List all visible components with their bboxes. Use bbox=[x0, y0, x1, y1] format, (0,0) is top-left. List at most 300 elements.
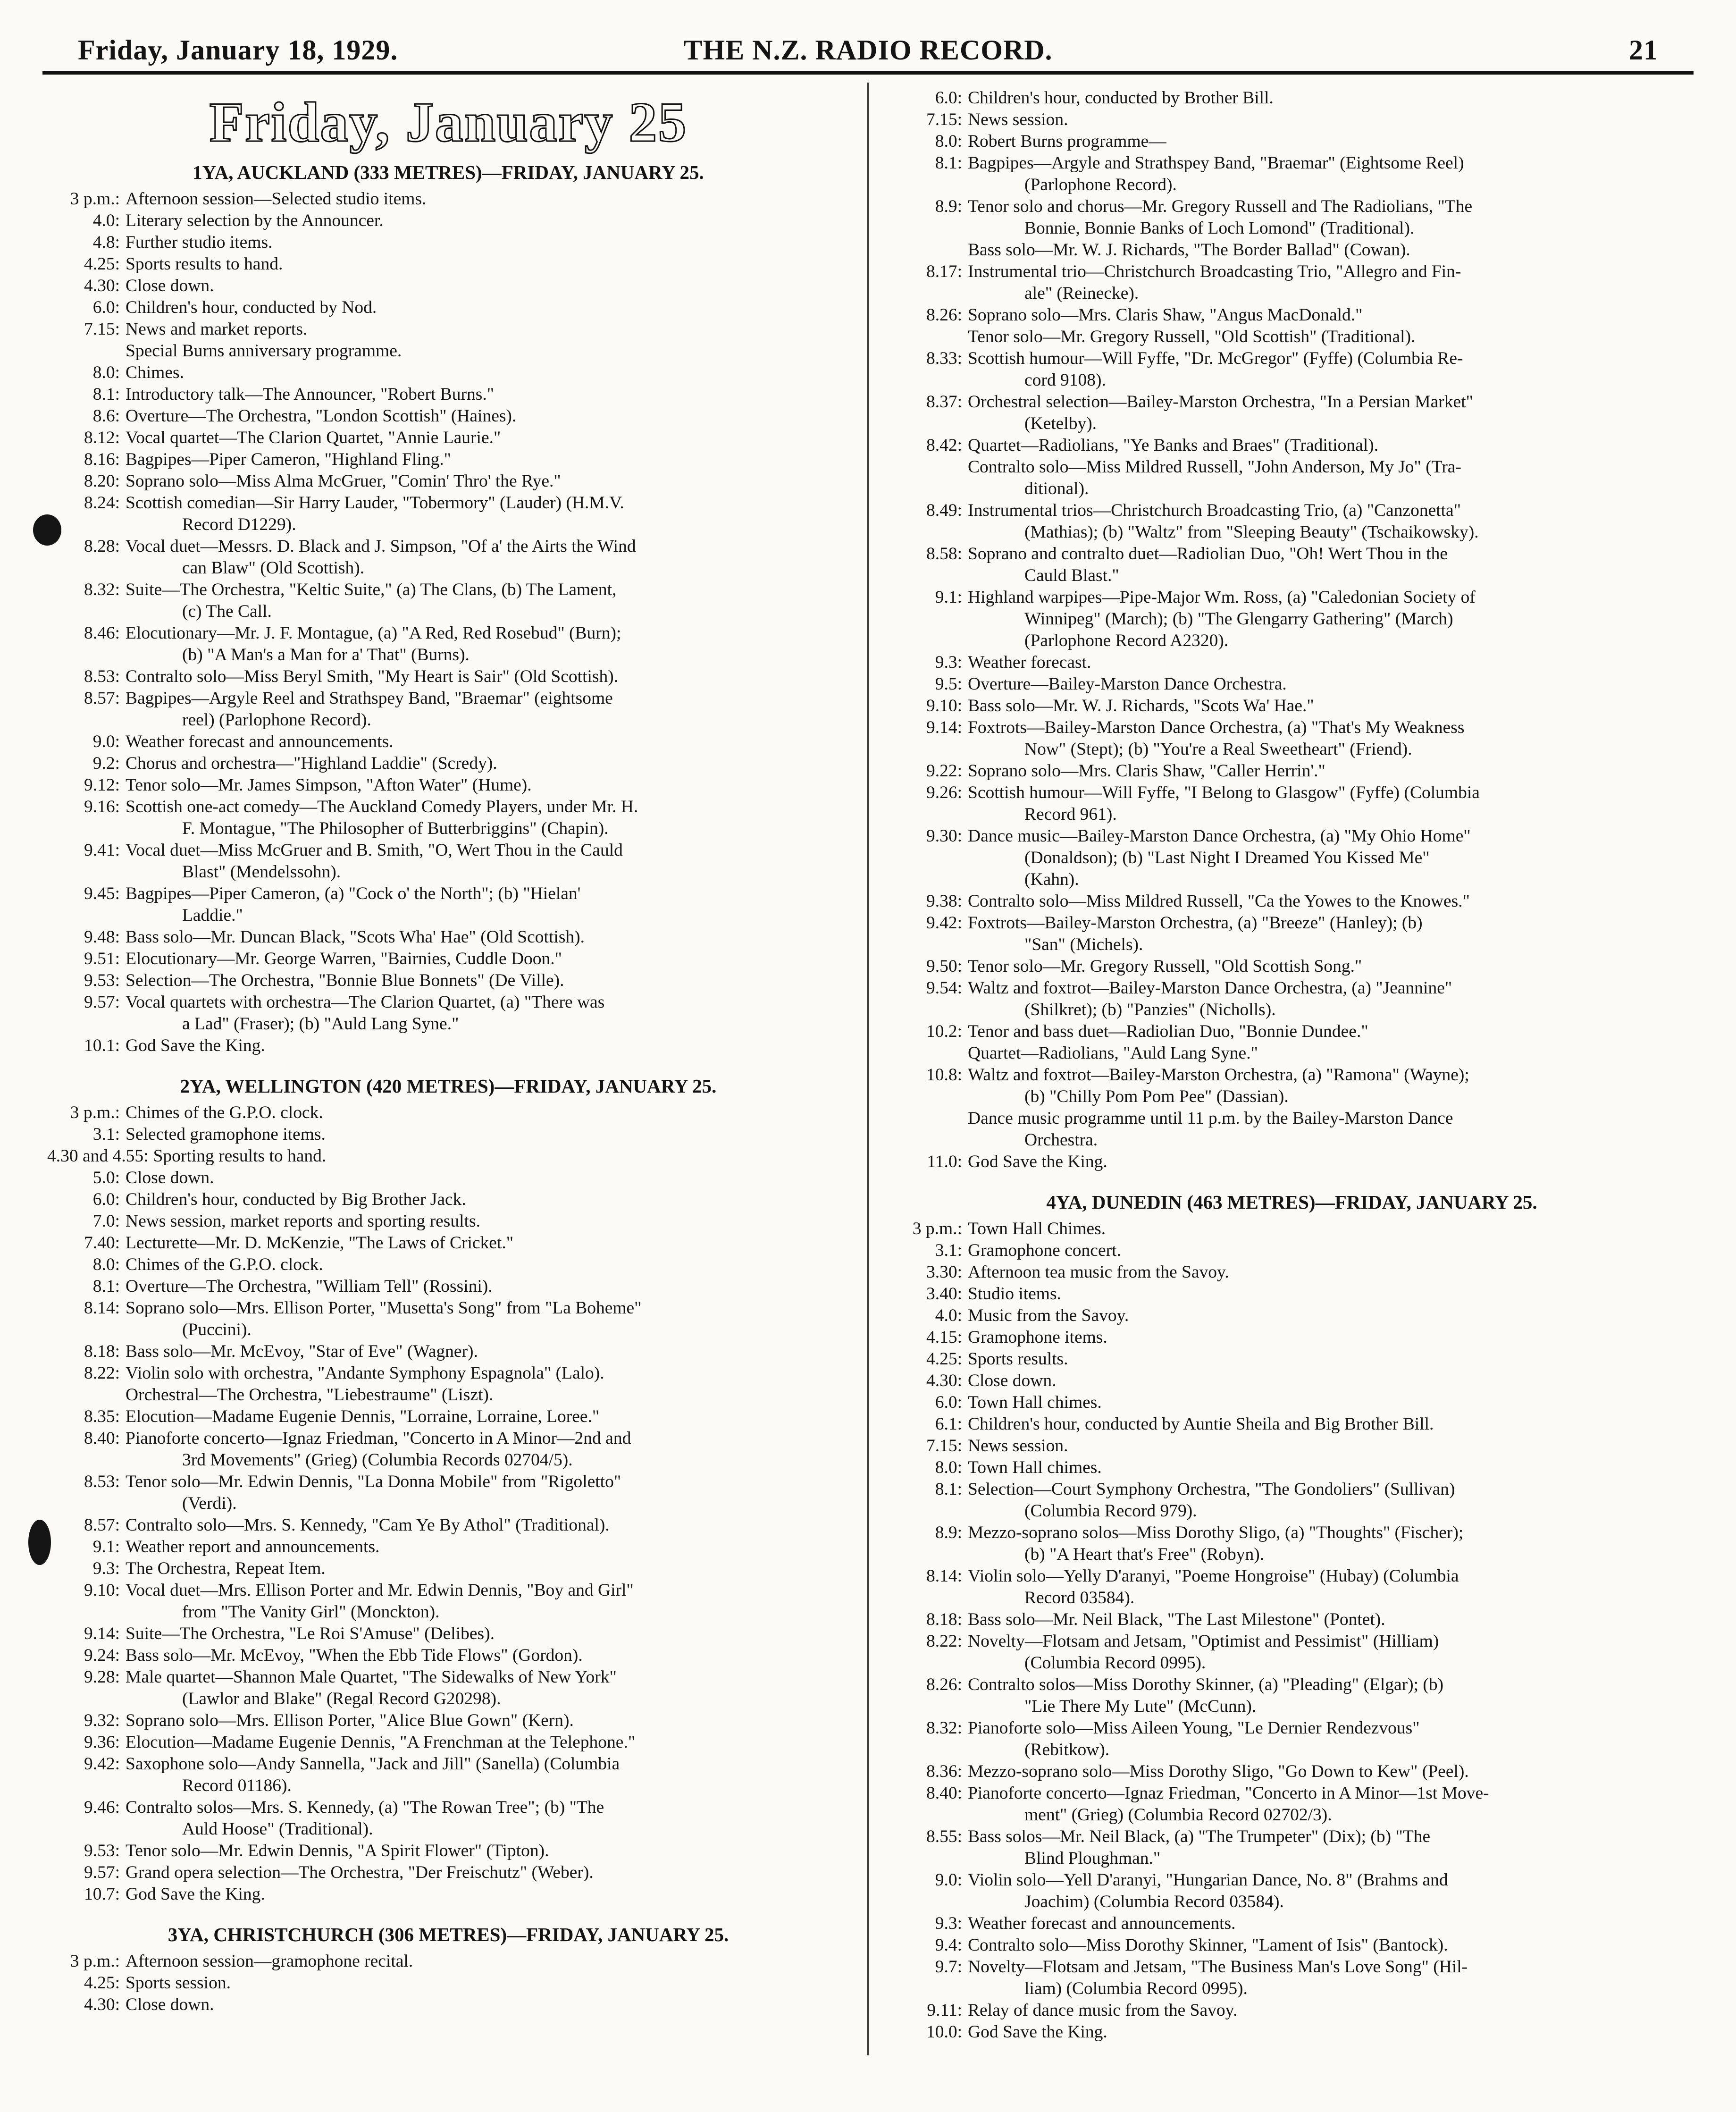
programme-desc-line: Instrumental trio—Christchurch Broadcasting Trio, "Allegro and Fin- bbox=[968, 262, 1461, 281]
programme-time: 9.2: bbox=[92, 754, 120, 773]
station-heading-4ya: 4YA, DUNEDIN (463 METRES)—FRIDAY, JANUARY 25. bbox=[1046, 1191, 1537, 1213]
programme-desc-line: Afternoon tea music from the Savoy. bbox=[968, 1262, 1229, 1282]
programme-desc-line: Contralto solo—Miss Beryl Smith, "My Heart is Sair" (Old Scottish). bbox=[126, 667, 619, 686]
programme-desc-line: Overture—Bailey-Marston Dance Orchestra. bbox=[968, 674, 1287, 694]
programme-desc bbox=[126, 471, 854, 492]
programme-desc-line: Quartet—Radiolians, "Ye Banks and Braes" (Traditional). bbox=[968, 436, 1379, 455]
programme-desc bbox=[126, 1341, 854, 1363]
programme-item bbox=[42, 210, 854, 232]
programme-desc-line: from "The Vanity Girl" (Monckton). bbox=[182, 1602, 440, 1622]
programme-desc bbox=[968, 717, 1699, 760]
programme-desc-line: Bass solo—Mr. W. J. Richards, "The Border Ballad" (Cowan). bbox=[968, 240, 1410, 260]
programme-item bbox=[885, 1435, 1699, 1457]
programme-time: 9.53: bbox=[84, 971, 120, 990]
programme-time: 3 p.m.: bbox=[70, 1952, 120, 1971]
programme-time: 9.3: bbox=[935, 1914, 962, 1933]
programme-item bbox=[885, 152, 1699, 196]
programme-time: 9.0: bbox=[935, 1870, 962, 1890]
programme-time: 9.1: bbox=[935, 588, 962, 607]
programme-time: 9.5: bbox=[935, 674, 962, 694]
programme-desc-line: Instrumental trios—Christchurch Broadcasting Trio, (a) "Canzonetta" bbox=[968, 501, 1461, 520]
programme-desc-line: Soprano solo—Mrs. Claris Shaw, "Caller Herrin'." bbox=[968, 761, 1325, 781]
programme-desc-line: ale" (Reinecke). bbox=[1024, 284, 1139, 303]
programme-desc-line: (Columbia Record 979). bbox=[1024, 1501, 1197, 1521]
programme-time: 8.36: bbox=[926, 1762, 962, 1781]
programme-desc-line: God Save the King. bbox=[126, 1036, 265, 1055]
programme-time bbox=[885, 1043, 968, 1064]
programme-item bbox=[885, 760, 1699, 782]
programme-desc bbox=[968, 1783, 1699, 1826]
programme-time: 8.26: bbox=[926, 1675, 962, 1694]
programme-desc-line: (b) "A Man's a Man for a' That" (Burns). bbox=[182, 645, 470, 665]
programme-desc-line: Contralto solos—Mrs. S. Kennedy, (a) "The Rowan Tree"; (b) "The bbox=[126, 1798, 604, 1817]
programme-time: 8.57: bbox=[84, 1515, 120, 1535]
programme-desc-line: Suite—The Orchestra, "Keltic Suite," (a) The Clans, (b) The Lament, bbox=[126, 580, 617, 599]
programme-item bbox=[42, 1623, 854, 1645]
programme-desc-line: (Ketelby). bbox=[1024, 414, 1097, 433]
programme-time: 9.42: bbox=[926, 913, 962, 933]
programme-time: 8.57: bbox=[84, 689, 120, 708]
programme-desc bbox=[968, 1522, 1699, 1565]
programme-time: 9.1: bbox=[92, 1537, 120, 1557]
programme-item bbox=[42, 623, 854, 666]
programme-desc bbox=[968, 1392, 1699, 1414]
programme-item bbox=[885, 2021, 1699, 2043]
programme-desc-line: Soprano solo—Mrs. Claris Shaw, "Angus MacDonald." bbox=[968, 305, 1363, 325]
programme-desc-line: (Verdi). bbox=[182, 1494, 237, 1513]
programme-item bbox=[885, 1021, 1699, 1043]
programme-desc-line: Selection—Court Symphony Orchestra, "The Gondoliers" (Sullivan) bbox=[968, 1480, 1455, 1499]
programme-desc-line: Dance music—Bailey-Marston Dance Orchestra, (a) "My Ohio Home" bbox=[968, 826, 1471, 846]
programme-desc bbox=[968, 825, 1699, 891]
programme-desc-line: Robert Burns programme— bbox=[968, 132, 1166, 151]
programme-time: 8.14: bbox=[926, 1566, 962, 1586]
programme-item bbox=[42, 362, 854, 384]
programme-item bbox=[42, 688, 854, 731]
programme-time: 4.0: bbox=[935, 1306, 962, 1325]
programme-desc-line: Quartet—Radiolians, "Auld Lang Syne." bbox=[968, 1043, 1258, 1063]
programme-desc bbox=[126, 1710, 854, 1732]
programme-desc bbox=[126, 1862, 854, 1884]
programme-desc bbox=[126, 1558, 854, 1580]
programme-item bbox=[885, 717, 1699, 760]
programme-desc-line: Elocutionary—Mr. J. F. Montague, (a) "A Red, Red Rosebud" (Burn); bbox=[126, 623, 621, 643]
programme-time: 8.22: bbox=[926, 1632, 962, 1651]
programme-desc-line: Gramophone items. bbox=[968, 1328, 1107, 1347]
programme-item bbox=[885, 1108, 1699, 1151]
programme-item bbox=[885, 1305, 1699, 1327]
programme-item bbox=[42, 1341, 854, 1363]
programme-desc-line: Contralto solo—Miss Mildred Russell, "Ca the Yowes to the Knowes." bbox=[968, 892, 1470, 911]
programme-desc bbox=[968, 152, 1699, 196]
programme-time: 9.57: bbox=[84, 1863, 120, 1882]
masthead: THE N.Z. RADIO RECORD. bbox=[683, 34, 1053, 66]
programme-desc-line: Bass solo—Mr. McEvoy, "Star of Eve" (Wagner). bbox=[126, 1342, 478, 1361]
programme-time: 8.1: bbox=[92, 1277, 120, 1296]
programme-desc-line: Special Burns anniversary programme. bbox=[126, 341, 402, 361]
programme-desc-line: Orchestral—The Orchestra, "Liebestraume" (Liszt). bbox=[126, 1385, 494, 1405]
programme-desc-line: God Save the King. bbox=[968, 1152, 1107, 1171]
programme-desc-line: Weather forecast and announcements. bbox=[126, 732, 394, 751]
programme-desc bbox=[968, 1240, 1699, 1262]
programme-desc bbox=[968, 456, 1699, 500]
programme-desc-line: F. Montague, "The Philosopher of Butterbriggins" (Chapin). bbox=[182, 819, 609, 838]
programme-desc-line: Pianoforte concerto—Ignaz Friedman, "Concerto in A Minor—2nd and bbox=[126, 1429, 631, 1448]
programme-desc bbox=[968, 1674, 1699, 1717]
programme-desc-line: (b) "A Heart that's Free" (Robyn). bbox=[1024, 1545, 1265, 1564]
programme-desc-line: Weather forecast and announcements. bbox=[968, 1914, 1236, 1933]
programme-time: 3.30: bbox=[926, 1262, 962, 1282]
programme-desc-line: Male quartet—Shannon Male Quartet, "The Sidewalks of New York" bbox=[126, 1667, 617, 1687]
programme-desc bbox=[126, 210, 854, 232]
programme-item bbox=[42, 1645, 854, 1666]
programme-time: 8.35: bbox=[84, 1407, 120, 1426]
programme-item bbox=[42, 1276, 854, 1297]
programme-desc bbox=[126, 340, 854, 362]
programme-desc-line: Saxophone solo—Andy Sannella, "Jack and Jill" (Sanella) (Columbia bbox=[126, 1754, 620, 1774]
programme-item bbox=[885, 1631, 1699, 1674]
programme-desc bbox=[126, 232, 854, 253]
programme-item bbox=[42, 253, 854, 275]
programme-time: 8.16: bbox=[84, 450, 120, 469]
programme-item bbox=[885, 695, 1699, 717]
programme-time: 9.36: bbox=[84, 1733, 120, 1752]
programme-item bbox=[42, 1189, 854, 1211]
programme-desc-line: Bass solo—Mr. W. J. Richards, "Scots Wa' Hae." bbox=[968, 696, 1314, 715]
programme-time: 10.8: bbox=[926, 1065, 962, 1085]
programme-desc-line: Elocution—Madame Eugenie Dennis, "Lorraine, Lorraine, Loree." bbox=[126, 1407, 600, 1426]
programme-desc-line: Blast" (Mendelssohn). bbox=[182, 862, 341, 882]
programme-item bbox=[42, 579, 854, 623]
programme-list-1ya bbox=[42, 188, 854, 1057]
programme-desc bbox=[968, 239, 1699, 261]
programme-desc bbox=[126, 1732, 854, 1753]
programme-desc bbox=[126, 1232, 854, 1254]
programme-desc bbox=[968, 1435, 1699, 1457]
programme-time: 7.40: bbox=[84, 1233, 120, 1253]
programme-time: 8.1: bbox=[935, 153, 962, 173]
programme-desc bbox=[126, 1580, 854, 1623]
programme-desc-line: Vocal duet—Messrs. D. Black and J. Simpson, "Of a' the Airts the Wind bbox=[126, 537, 636, 556]
programme-time: 8.17: bbox=[926, 262, 962, 281]
programme-list-3ya-part2 bbox=[885, 87, 1699, 1173]
programme-desc-line: Tenor solo—Mr. Edwin Dennis, "La Donna Mobile" from "Rigoletto" bbox=[126, 1472, 621, 1491]
programme-desc bbox=[153, 1145, 854, 1167]
programme-item bbox=[42, 666, 854, 688]
programme-desc bbox=[968, 1717, 1699, 1761]
programme-time: 3 p.m.: bbox=[912, 1219, 962, 1238]
programme-item bbox=[885, 1522, 1699, 1565]
programme-item bbox=[42, 471, 854, 492]
programme-time: 10.7: bbox=[84, 1885, 120, 1904]
programme-item bbox=[42, 1884, 854, 1905]
programme-desc bbox=[968, 1609, 1699, 1631]
programme-time: 6.0: bbox=[92, 1190, 120, 1209]
programme-desc-line: Orchestral selection—Bailey-Marston Orchestra, "In a Persian Market" bbox=[968, 392, 1473, 412]
programme-desc bbox=[968, 1043, 1699, 1064]
programme-time: 9.10: bbox=[84, 1581, 120, 1600]
programme-item bbox=[42, 840, 854, 883]
programme-desc-line: Cauld Blast." bbox=[1024, 566, 1119, 585]
programme-item bbox=[885, 1392, 1699, 1414]
programme-desc bbox=[968, 1826, 1699, 1869]
programme-desc-line: (c) The Call. bbox=[182, 602, 272, 621]
programme-desc-line: Tenor and bass duet—Radiolian Duo, "Bonnie Dundee." bbox=[968, 1022, 1368, 1041]
programme-desc-line: Weather forecast. bbox=[968, 653, 1091, 672]
programme-desc bbox=[126, 774, 854, 796]
programme-desc bbox=[968, 543, 1699, 587]
programme-item bbox=[885, 87, 1699, 109]
programme-item bbox=[42, 384, 854, 405]
programme-item bbox=[885, 1761, 1699, 1783]
programme-item bbox=[885, 239, 1699, 261]
programme-desc bbox=[126, 536, 854, 579]
programme-item bbox=[885, 1783, 1699, 1826]
programme-desc-line: Sports session. bbox=[126, 1973, 231, 1993]
programme-time: 9.14: bbox=[84, 1624, 120, 1643]
programme-desc-line: Blind Ploughman." bbox=[1024, 1849, 1161, 1868]
programme-desc-line: News session, market reports and sporting results. bbox=[126, 1212, 480, 1231]
programme-item bbox=[42, 1666, 854, 1710]
programme-desc-line: (Mathias); (b) "Waltz" from "Sleeping Beauty" (Tschaikowsky). bbox=[1024, 522, 1479, 542]
day-title: Friday, January 25 bbox=[209, 91, 688, 153]
programme-desc bbox=[126, 796, 854, 840]
programme-time: 9.10: bbox=[926, 696, 962, 715]
programme-desc bbox=[968, 587, 1699, 652]
programme-desc bbox=[126, 753, 854, 774]
programme-time: 4.8: bbox=[92, 233, 120, 252]
programme-time: 8.40: bbox=[926, 1784, 962, 1803]
programme-time: 9.3: bbox=[935, 653, 962, 672]
programme-desc bbox=[968, 131, 1699, 152]
programme-desc-line: God Save the King. bbox=[126, 1885, 265, 1904]
programme-desc-line: Sporting results to hand. bbox=[153, 1146, 327, 1166]
programme-desc bbox=[126, 1124, 854, 1145]
programme-desc-line: Contralto solos—Miss Dorothy Skinner, (a) "Pleading" (Elgar); (b) bbox=[968, 1675, 1444, 1694]
programme-time: 3 p.m.: bbox=[70, 189, 120, 209]
programme-item bbox=[42, 1102, 854, 1124]
programme-time: 9.16: bbox=[84, 797, 120, 816]
programme-item bbox=[885, 956, 1699, 977]
programme-item bbox=[42, 1211, 854, 1232]
programme-desc-line: ment" (Grieg) (Columbia Record 02702/3). bbox=[1024, 1805, 1332, 1825]
page-number: 21 bbox=[1629, 34, 1658, 66]
programme-desc bbox=[126, 1297, 854, 1341]
programme-item bbox=[885, 1717, 1699, 1761]
programme-item bbox=[42, 449, 854, 471]
programme-time: 7.15: bbox=[926, 110, 962, 129]
programme-desc-line: Bass solos—Mr. Neil Black, (a) "The Trumpeter" (Dix); (b) "The bbox=[968, 1827, 1431, 1846]
programme-desc-line: Violin solo—Yell D'aranyi, "Hungarian Dance, No. 8" (Brahms and bbox=[968, 1870, 1448, 1890]
programme-time: 9.4: bbox=[935, 1935, 962, 1955]
programme-desc-line: 3rd Movements" (Grieg) (Columbia Records 02704/5). bbox=[182, 1450, 573, 1470]
programme-desc-line: Orchestra. bbox=[1024, 1130, 1098, 1150]
programme-item bbox=[42, 427, 854, 449]
programme-desc bbox=[968, 348, 1699, 391]
programme-desc-line: "San" (Michels). bbox=[1024, 935, 1143, 954]
programme-desc-line: Auld Hoose" (Traditional). bbox=[182, 1819, 373, 1839]
programme-desc bbox=[126, 926, 854, 948]
programme-item bbox=[42, 1384, 854, 1406]
programme-desc-line: Bagpipes—Argyle Reel and Strathspey Band, "Braemar" (eightsome bbox=[126, 689, 613, 708]
programme-desc-line: Novelty—Flotsam and Jetsam, "Optimist and Pessimist" (Hilliam) bbox=[968, 1632, 1439, 1651]
programme-item bbox=[42, 1363, 854, 1384]
programme-desc bbox=[126, 319, 854, 340]
programme-desc-line: Highland warpipes—Pipe-Major Wm. Ross, (a) "Caledonian Society of bbox=[968, 588, 1476, 607]
programme-time bbox=[885, 1108, 968, 1151]
programme-desc-line: (Donaldson); (b) "Last Night I Dreamed You Kissed Me" bbox=[1024, 848, 1430, 867]
programme-desc-line: Violin solo with orchestra, "Andante Symphony Espagnola" (Lalo). bbox=[126, 1363, 604, 1383]
programme-item bbox=[42, 753, 854, 774]
programme-item bbox=[42, 1994, 854, 2016]
programme-desc-line: (Columbia Record 0995). bbox=[1024, 1653, 1206, 1673]
programme-time: 9.11: bbox=[927, 2001, 962, 2020]
programme-desc bbox=[968, 956, 1699, 977]
programme-time: 3.1: bbox=[92, 1125, 120, 1144]
programme-desc bbox=[126, 384, 854, 405]
programme-item bbox=[885, 1609, 1699, 1631]
programme-desc-line: Foxtrots—Bailey-Marston Dance Orchestra, (a) "That's My Weakness bbox=[968, 718, 1465, 737]
programme-time: 8.9: bbox=[935, 1523, 962, 1542]
programme-time: 8.53: bbox=[84, 1472, 120, 1491]
programme-item bbox=[885, 1370, 1699, 1392]
programme-desc-line: Vocal quartets with orchestra—The Clarion Quartet, (a) "There was bbox=[126, 993, 605, 1012]
programme-desc bbox=[968, 2000, 1699, 2021]
programme-desc-line: (Lawlor and Blake" (Regal Record G20298). bbox=[182, 1689, 501, 1708]
programme-desc-line: Lecturette—Mr. D. McKenzie, "The Laws of Cricket." bbox=[126, 1233, 513, 1253]
programme-time: 4.30: bbox=[84, 1995, 120, 2014]
programme-time: 4.30: bbox=[84, 276, 120, 295]
programme-item bbox=[42, 926, 854, 948]
programme-item bbox=[42, 1972, 854, 1994]
programme-item bbox=[42, 1710, 854, 1732]
programme-desc-line: Contralto solo—Mrs. S. Kennedy, "Cam Ye By Athol" (Traditional). bbox=[126, 1515, 610, 1535]
programme-item bbox=[42, 1951, 854, 1972]
programme-desc bbox=[968, 1761, 1699, 1783]
programme-item bbox=[885, 825, 1699, 891]
programme-desc-line: Overture—The Orchestra, "William Tell" (Rossini). bbox=[126, 1277, 493, 1296]
programme-desc-line: Pianoforte solo—Miss Aileen Young, "Le Dernier Rendezvous" bbox=[968, 1718, 1420, 1738]
programme-desc-line: liam) (Columbia Record 0995). bbox=[1024, 1979, 1248, 1998]
programme-desc bbox=[968, 1913, 1699, 1935]
programme-item bbox=[42, 796, 854, 840]
programme-desc-line: Selected gramophone items. bbox=[126, 1125, 326, 1144]
programme-desc bbox=[126, 1406, 854, 1428]
programme-desc-line: Record 961). bbox=[1024, 805, 1117, 824]
programme-desc bbox=[968, 1218, 1699, 1240]
programme-item bbox=[885, 1956, 1699, 2000]
programme-item bbox=[885, 1240, 1699, 1262]
programme-item bbox=[885, 673, 1699, 695]
programme-desc bbox=[126, 840, 854, 883]
programme-desc bbox=[126, 427, 854, 449]
programme-desc bbox=[968, 391, 1699, 435]
programme-desc bbox=[126, 1951, 854, 1972]
programme-desc bbox=[126, 1797, 854, 1840]
programme-time: 9.57: bbox=[84, 993, 120, 1012]
programme-time: 8.1: bbox=[92, 385, 120, 404]
programme-time: 8.18: bbox=[84, 1342, 120, 1361]
programme-desc bbox=[968, 1108, 1699, 1151]
programme-item bbox=[885, 782, 1699, 825]
programme-item bbox=[885, 196, 1699, 239]
programme-desc-line: Chimes. bbox=[126, 363, 184, 382]
programme-item bbox=[885, 1043, 1699, 1064]
programme-desc-line: Close down. bbox=[126, 276, 214, 295]
programme-item bbox=[42, 1558, 854, 1580]
programme-desc bbox=[126, 579, 854, 623]
programme-item bbox=[42, 1862, 854, 1884]
programme-desc bbox=[126, 362, 854, 384]
programme-desc bbox=[126, 1428, 854, 1471]
programme-time: 8.18: bbox=[926, 1610, 962, 1629]
programme-time: 8.26: bbox=[926, 305, 962, 325]
programme-desc-line: Contralto solo—Miss Mildred Russell, "John Anderson, My Jo" (Tra- bbox=[968, 457, 1461, 477]
programme-time: 9.51: bbox=[84, 949, 120, 968]
programme-desc bbox=[126, 405, 854, 427]
programme-item bbox=[885, 1262, 1699, 1283]
programme-desc-line: (Kahn). bbox=[1024, 870, 1079, 889]
programme-desc-line: Tenor solo—Mr. James Simpson, "Afton Water" (Hume). bbox=[126, 775, 532, 795]
programme-time: 10.1: bbox=[84, 1036, 120, 1055]
programme-time: 7.15: bbox=[84, 320, 120, 339]
programme-item bbox=[42, 1732, 854, 1753]
programme-desc-line: Laddie." bbox=[182, 906, 243, 925]
programme-item bbox=[885, 2000, 1699, 2021]
programme-time: 4.25: bbox=[926, 1349, 962, 1369]
programme-item bbox=[42, 992, 854, 1035]
programme-desc bbox=[126, 1645, 854, 1666]
programme-time: 11.0: bbox=[927, 1152, 962, 1171]
programme-time: 9.42: bbox=[84, 1754, 120, 1774]
programme-time: 9.28: bbox=[84, 1667, 120, 1687]
programme-desc bbox=[126, 883, 854, 926]
programme-desc-line: Further studio items. bbox=[126, 233, 273, 252]
programme-time: 6.0: bbox=[935, 88, 962, 108]
programme-item bbox=[42, 1406, 854, 1428]
programme-desc bbox=[126, 970, 854, 992]
programme-item bbox=[885, 1935, 1699, 1956]
programme-time: 9.45: bbox=[84, 884, 120, 903]
programme-desc-line: Soprano solo—Mrs. Ellison Porter, "Alice Blue Gown" (Kern). bbox=[126, 1711, 574, 1730]
programme-item bbox=[885, 435, 1699, 456]
programme-item bbox=[42, 1471, 854, 1515]
programme-item bbox=[42, 1145, 854, 1167]
programme-item bbox=[42, 536, 854, 579]
programme-desc bbox=[126, 1471, 854, 1515]
programme-desc-line: Gramophone concert. bbox=[968, 1241, 1121, 1260]
programme-desc bbox=[968, 1935, 1699, 1956]
programme-desc bbox=[968, 435, 1699, 456]
programme-item bbox=[885, 1826, 1699, 1869]
column-rule bbox=[867, 83, 869, 2055]
programme-item bbox=[885, 1064, 1699, 1108]
programme-item bbox=[885, 109, 1699, 131]
programme-desc-line: Scottish one-act comedy—The Auckland Comedy Players, under Mr. H. bbox=[126, 797, 638, 816]
programme-item bbox=[42, 1124, 854, 1145]
programme-time: 3.1: bbox=[935, 1241, 962, 1260]
programme-desc bbox=[126, 253, 854, 275]
programme-desc-line: Vocal duet—Miss McGruer and B. Smith, "O, Wert Thou in the Cauld bbox=[126, 841, 623, 860]
programme-desc-line: Vocal duet—Mrs. Ellison Porter and Mr. Edwin Dennis, "Boy and Girl" bbox=[126, 1581, 634, 1600]
programme-desc bbox=[968, 1370, 1699, 1392]
programme-desc-line: Children's hour, conducted by Brother Bill. bbox=[968, 88, 1274, 108]
programme-item bbox=[42, 1536, 854, 1558]
programme-item bbox=[885, 1869, 1699, 1913]
programme-desc bbox=[968, 782, 1699, 825]
programme-desc bbox=[968, 109, 1699, 131]
programme-desc bbox=[968, 500, 1699, 543]
